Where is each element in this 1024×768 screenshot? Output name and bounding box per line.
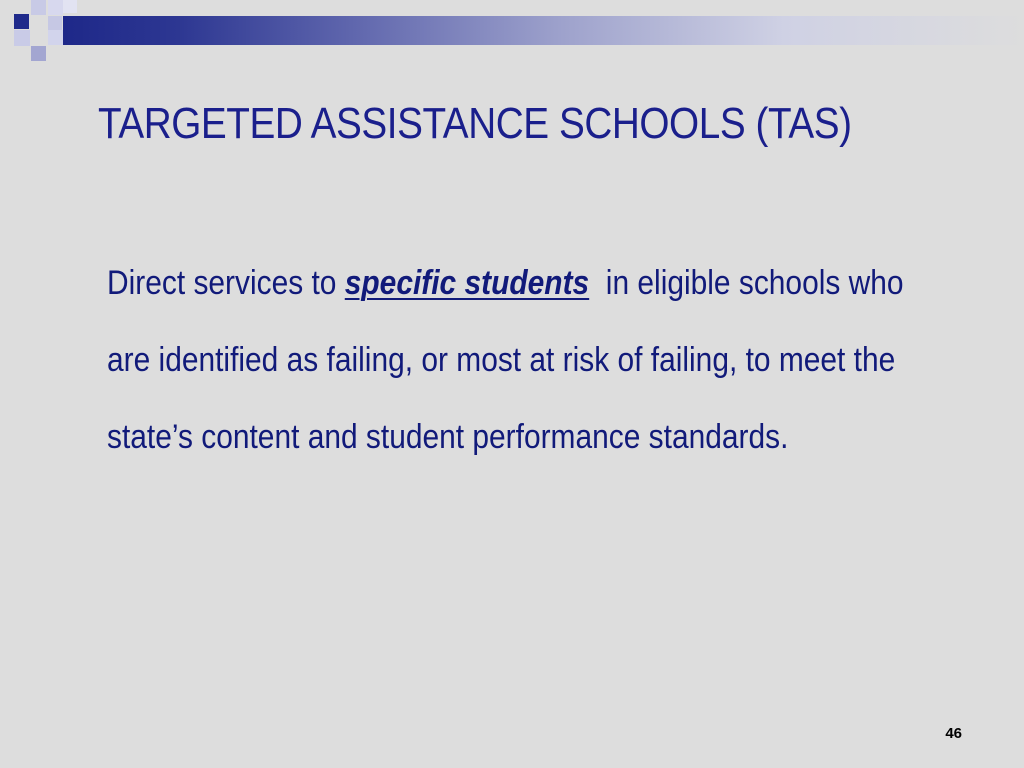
slide-body	[107, 245, 930, 476]
decor-square	[63, 0, 77, 13]
body-emphasis: specific students	[344, 264, 590, 302]
header-gradient-bar	[63, 16, 1024, 45]
decor-square	[31, 0, 46, 15]
decor-square	[31, 46, 46, 61]
body-text-start: Direct services to	[107, 264, 345, 302]
decor-square	[14, 14, 29, 29]
decor-square	[48, 0, 63, 15]
decor-square	[14, 30, 30, 46]
slide-title: TARGETED ASSISTANCE SCHOOLS (TAS)	[98, 99, 852, 148]
header-decoration	[0, 0, 1024, 60]
decor-square	[48, 30, 63, 45]
decor-square	[48, 16, 62, 30]
body-text-end: in eligible schools who are identified as failing, or most at risk of failing, to meet the state’s content and student performance standards.	[107, 264, 912, 456]
page-number: 46	[945, 725, 962, 742]
